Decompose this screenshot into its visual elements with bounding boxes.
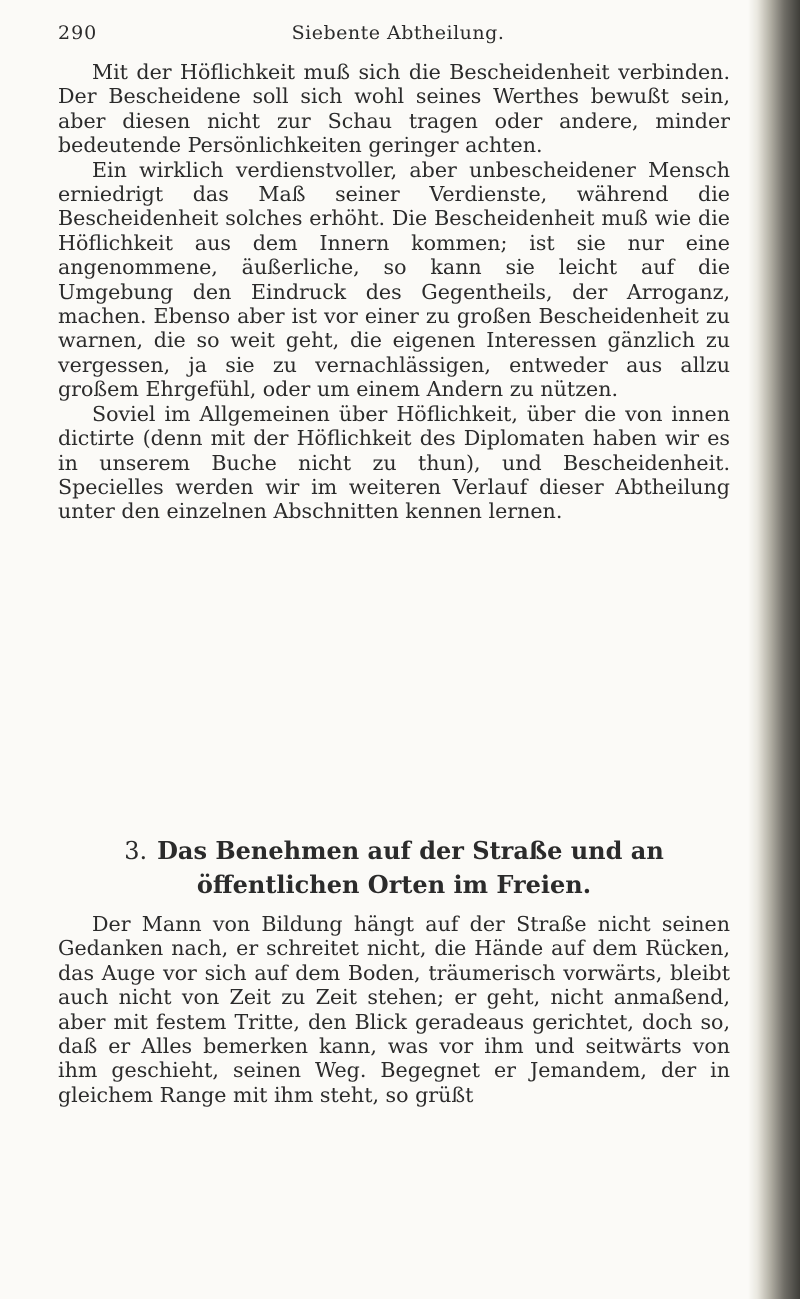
section-title: Das Benehmen auf der Straße und an öffentlichen Orten im Freien.: [157, 836, 664, 899]
paragraph: Der Mann von Bildung hängt auf der Straße nicht seinen Gedanken nach, er schreitet nicht, die Hände auf dem Rücken, das Auge vor sich auf dem Boden, träumerisch vorwärts, bleibt auch nicht von Zeit zu Zeit stehen; er geht, nicht anmaßend, aber mit festem Tritte, den Blick geradeaus gerichtet, doch so, daß er Alles bemerken kann, was vor ihm und seitwärts von ihm geschieht, seinen Weg. Begegnet er Jemandem, der in gleichem Range mit ihm steht, so grüßt: [58, 912, 730, 1107]
paragraph: Mit der Höflichkeit muß sich die Bescheidenheit verbinden. Der Bescheidene soll sich wohl seines Werthes bewußt sein, aber diesen nicht zur Schau tragen oder andere, minder bedeutende Persönlichkeiten geringer achten.: [58, 60, 730, 158]
section-number: 3.: [124, 837, 148, 865]
section-heading: [58, 834, 730, 902]
text-block-top: [58, 60, 730, 524]
paragraph: Soviel im Allgemeinen über Höflichkeit, über die von innen dictirte (denn mit der Höflichkeit des Diplomaten haben wir es in unserem Buche nicht zu thun), und Bescheidenheit. Specielles werden wir im weiteren Verlauf dieser Abtheilung unter den einzelnen Abschnitten kennen lernen.: [58, 401, 730, 524]
running-head: Siebente Abtheilung.: [291, 22, 505, 44]
page-number: 290: [58, 22, 98, 44]
binding-edge: [748, 0, 800, 1299]
text-block-bottom: [58, 912, 730, 1107]
paragraph: Ein wirklich verdienstvoller, aber unbescheidener Mensch erniedrigt das Maß seiner Verdienste, während die Bescheidenheit solches erhöht. Die Bescheidenheit muß wie die Höflichkeit aus dem Innern kommen; ist sie nur eine angenommene, äußerliche, so kann sie leicht auf die Umgebung den Eindruck des Gegentheils, der Arroganz, machen. Ebenso aber ist vor einer zu großen Bescheidenheit zu warnen, die so weit geht, die eigenen Interessen gänzlich zu vergessen, ja sie zu vernachlässigen, entweder aus allzu großem Ehrgefühl, oder um einem Andern zu nützen.: [58, 157, 730, 402]
page-header: [58, 22, 738, 48]
